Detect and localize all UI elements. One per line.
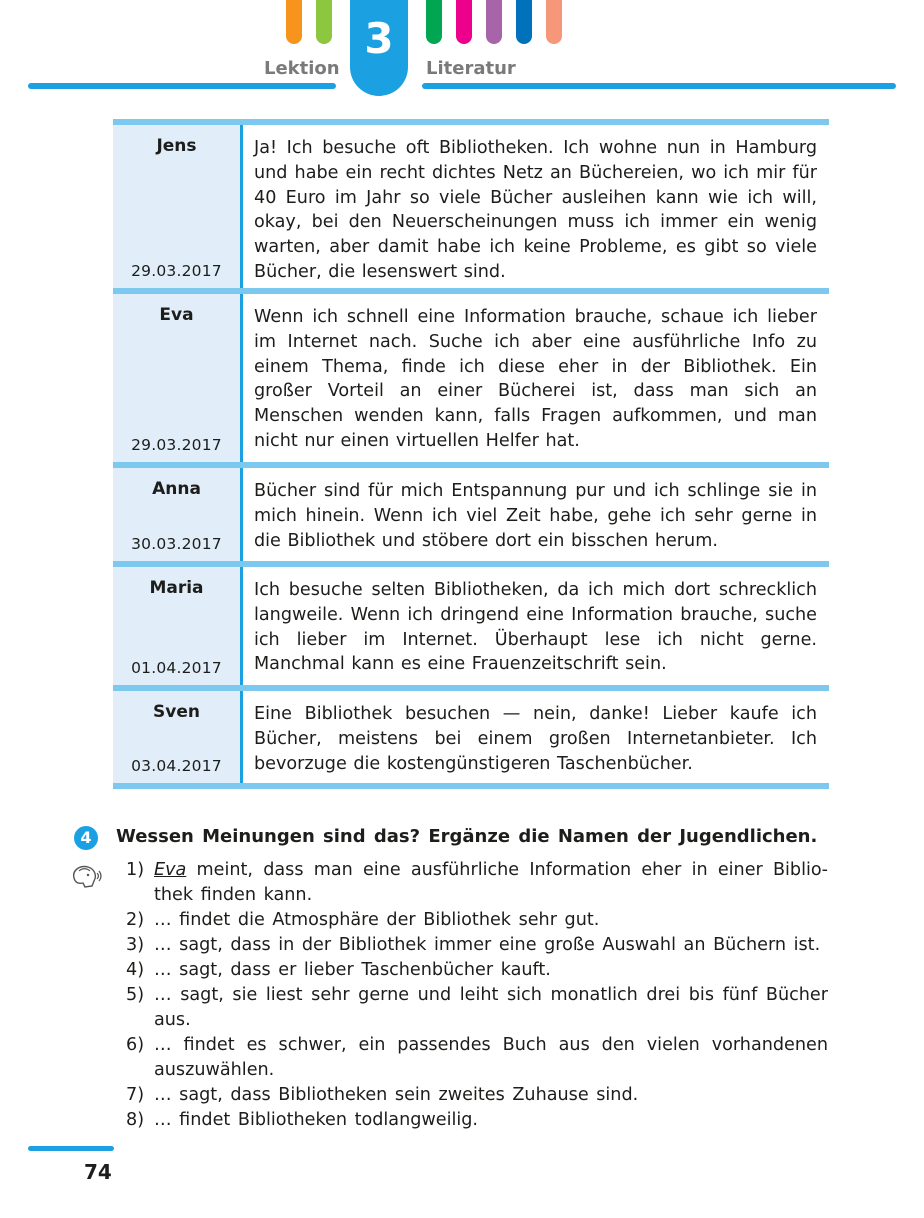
list-item (126, 1108, 828, 1133)
comment-author: Maria (149, 578, 204, 598)
header-line-right (422, 83, 896, 89)
item-sentence: … sagt, dass er lieber Taschenbücher kauft. (154, 960, 551, 980)
item-number: 6) (126, 1035, 145, 1055)
list-item (126, 983, 828, 1033)
listening-head-icon (68, 862, 104, 890)
comment-author: Sven (153, 702, 200, 722)
list-item (126, 933, 828, 958)
list-item (126, 958, 828, 983)
comment-author: Eva (159, 305, 194, 325)
lesson-word: Lektion (264, 58, 340, 79)
comment-author-cell (113, 125, 243, 288)
color-tab-3 (426, 0, 442, 44)
color-tab-2 (316, 0, 332, 44)
comment-row-eva (113, 294, 829, 462)
comment-text: Eine Bibliothek besuchen — nein, danke! Lieber kaufe ich Bücher, meistens bei einem großen Internetanbieter. Ich bevorzuge die kostengünstigeren Taschenbücher. (254, 704, 817, 774)
comment-date: 03.04.2017 (131, 757, 222, 775)
comments-table (113, 119, 829, 789)
comment-text: Ja! Ich besuche oft Bibliotheken. Ich wohne nun in Hamburg und habe ein recht dichtes Netz an Büchereien, wo ich mir für 40 Euro im Jahr so viele Bücher ausleihen kann wie ich will, okay, bei den Neuerscheinungen muss ich immer ein wenig warten, aber damit habe ich keine Probleme, es gibt so viele Bücher, die lesenswert sind. (254, 138, 817, 282)
page-number: 74 (84, 1160, 112, 1184)
item-sentence: … sagt, dass Bibliotheken sein zweites Zuhause sind. (154, 1085, 639, 1105)
comment-date: 29.03.2017 (131, 262, 222, 280)
item-answer: Eva (154, 860, 187, 880)
item-number: 5) (126, 985, 145, 1005)
comment-row-jens (113, 125, 829, 288)
comment-row-sven (113, 691, 829, 783)
exercise-number-badge: 4 (74, 826, 98, 850)
comment-author-cell (113, 468, 243, 561)
item-sentence: meint, dass man eine ausführliche Information eher in einer Bibliothek finden kann. (154, 860, 828, 905)
comment-date: 30.03.2017 (131, 535, 222, 553)
comment-date: 01.04.2017 (131, 659, 222, 677)
footer-bar (28, 1146, 114, 1151)
color-tab-4 (456, 0, 472, 44)
color-tab-5 (486, 0, 502, 44)
item-sentence: … sagt, dass in der Bibliothek immer eine große Auswahl an Büchern ist. (154, 935, 821, 955)
item-sentence: … findet die Atmosphäre der Bibliothek sehr gut. (154, 910, 600, 930)
header-line-left (28, 83, 336, 89)
comment-text: Bücher sind für mich Entspannung pur und ich schlinge sie in mich hinein. Wenn ich viel Zeit habe, gehe ich sehr gerne in die Bibliothek und stöbere dort ein bisschen herum. (254, 481, 817, 551)
comment-row-anna (113, 468, 829, 561)
item-number: 3) (126, 935, 145, 955)
list-item (126, 908, 828, 933)
list-item (126, 1083, 828, 1108)
topic-word: Literatur (426, 58, 516, 79)
comment-author: Jens (156, 136, 197, 156)
comment-text: Wenn ich schnell eine Information brauche, schaue ich lieber im Internet nach. Suche ich aber eine ausführliche Info zu einem Thema, finde ich diese eher in der Bibliothek. Ein großer Vorteil an einer Bücherei ist, dass man sich an Menschen wenden kann, falls Fragen aufkommen, und man nicht nur einen virtuellen Helfer hat. (254, 307, 817, 451)
item-number: 1) (126, 860, 145, 880)
comment-date: 29.03.2017 (131, 436, 222, 454)
item-number: 8) (126, 1110, 145, 1130)
item-sentence: … findet es schwer, ein passendes Buch aus den vielen vorhandenen auszuwählen. (154, 1035, 828, 1080)
item-text (154, 858, 828, 908)
item-sentence: … sagt, sie liest sehr gerne und leiht sich monatlich drei bis fünf Bücher aus. (154, 985, 828, 1030)
exercise-list (126, 858, 828, 1133)
item-number: 7) (126, 1085, 145, 1105)
item-sentence: … findet Bibliotheken todlangweilig. (154, 1110, 479, 1130)
color-tab-1 (286, 0, 302, 44)
comment-author: Anna (152, 479, 201, 499)
lesson-number: 3 (350, 0, 408, 96)
exercise-title: Wessen Meinungen sind das? Ergänze die Namen der Jugendlichen. (116, 826, 818, 847)
color-tab-6 (516, 0, 532, 44)
comment-author-cell (113, 691, 243, 783)
row-separator (113, 783, 829, 789)
color-tab-7 (546, 0, 562, 44)
comment-author-cell (113, 567, 243, 685)
list-item (126, 1033, 828, 1083)
list-item (126, 858, 828, 908)
item-number: 2) (126, 910, 145, 930)
item-number: 4) (126, 960, 145, 980)
comment-row-maria (113, 567, 829, 685)
comment-author-cell (113, 294, 243, 462)
comment-text: Ich besuche selten Bibliotheken, da ich mich dort schrecklich langweile. Wenn ich dringend eine Information brauche, suche ich lieber im Internet. Überhaupt lese ich nicht gerne. Manchmal kann es eine Frauenzeitschrift sein. (254, 580, 817, 675)
